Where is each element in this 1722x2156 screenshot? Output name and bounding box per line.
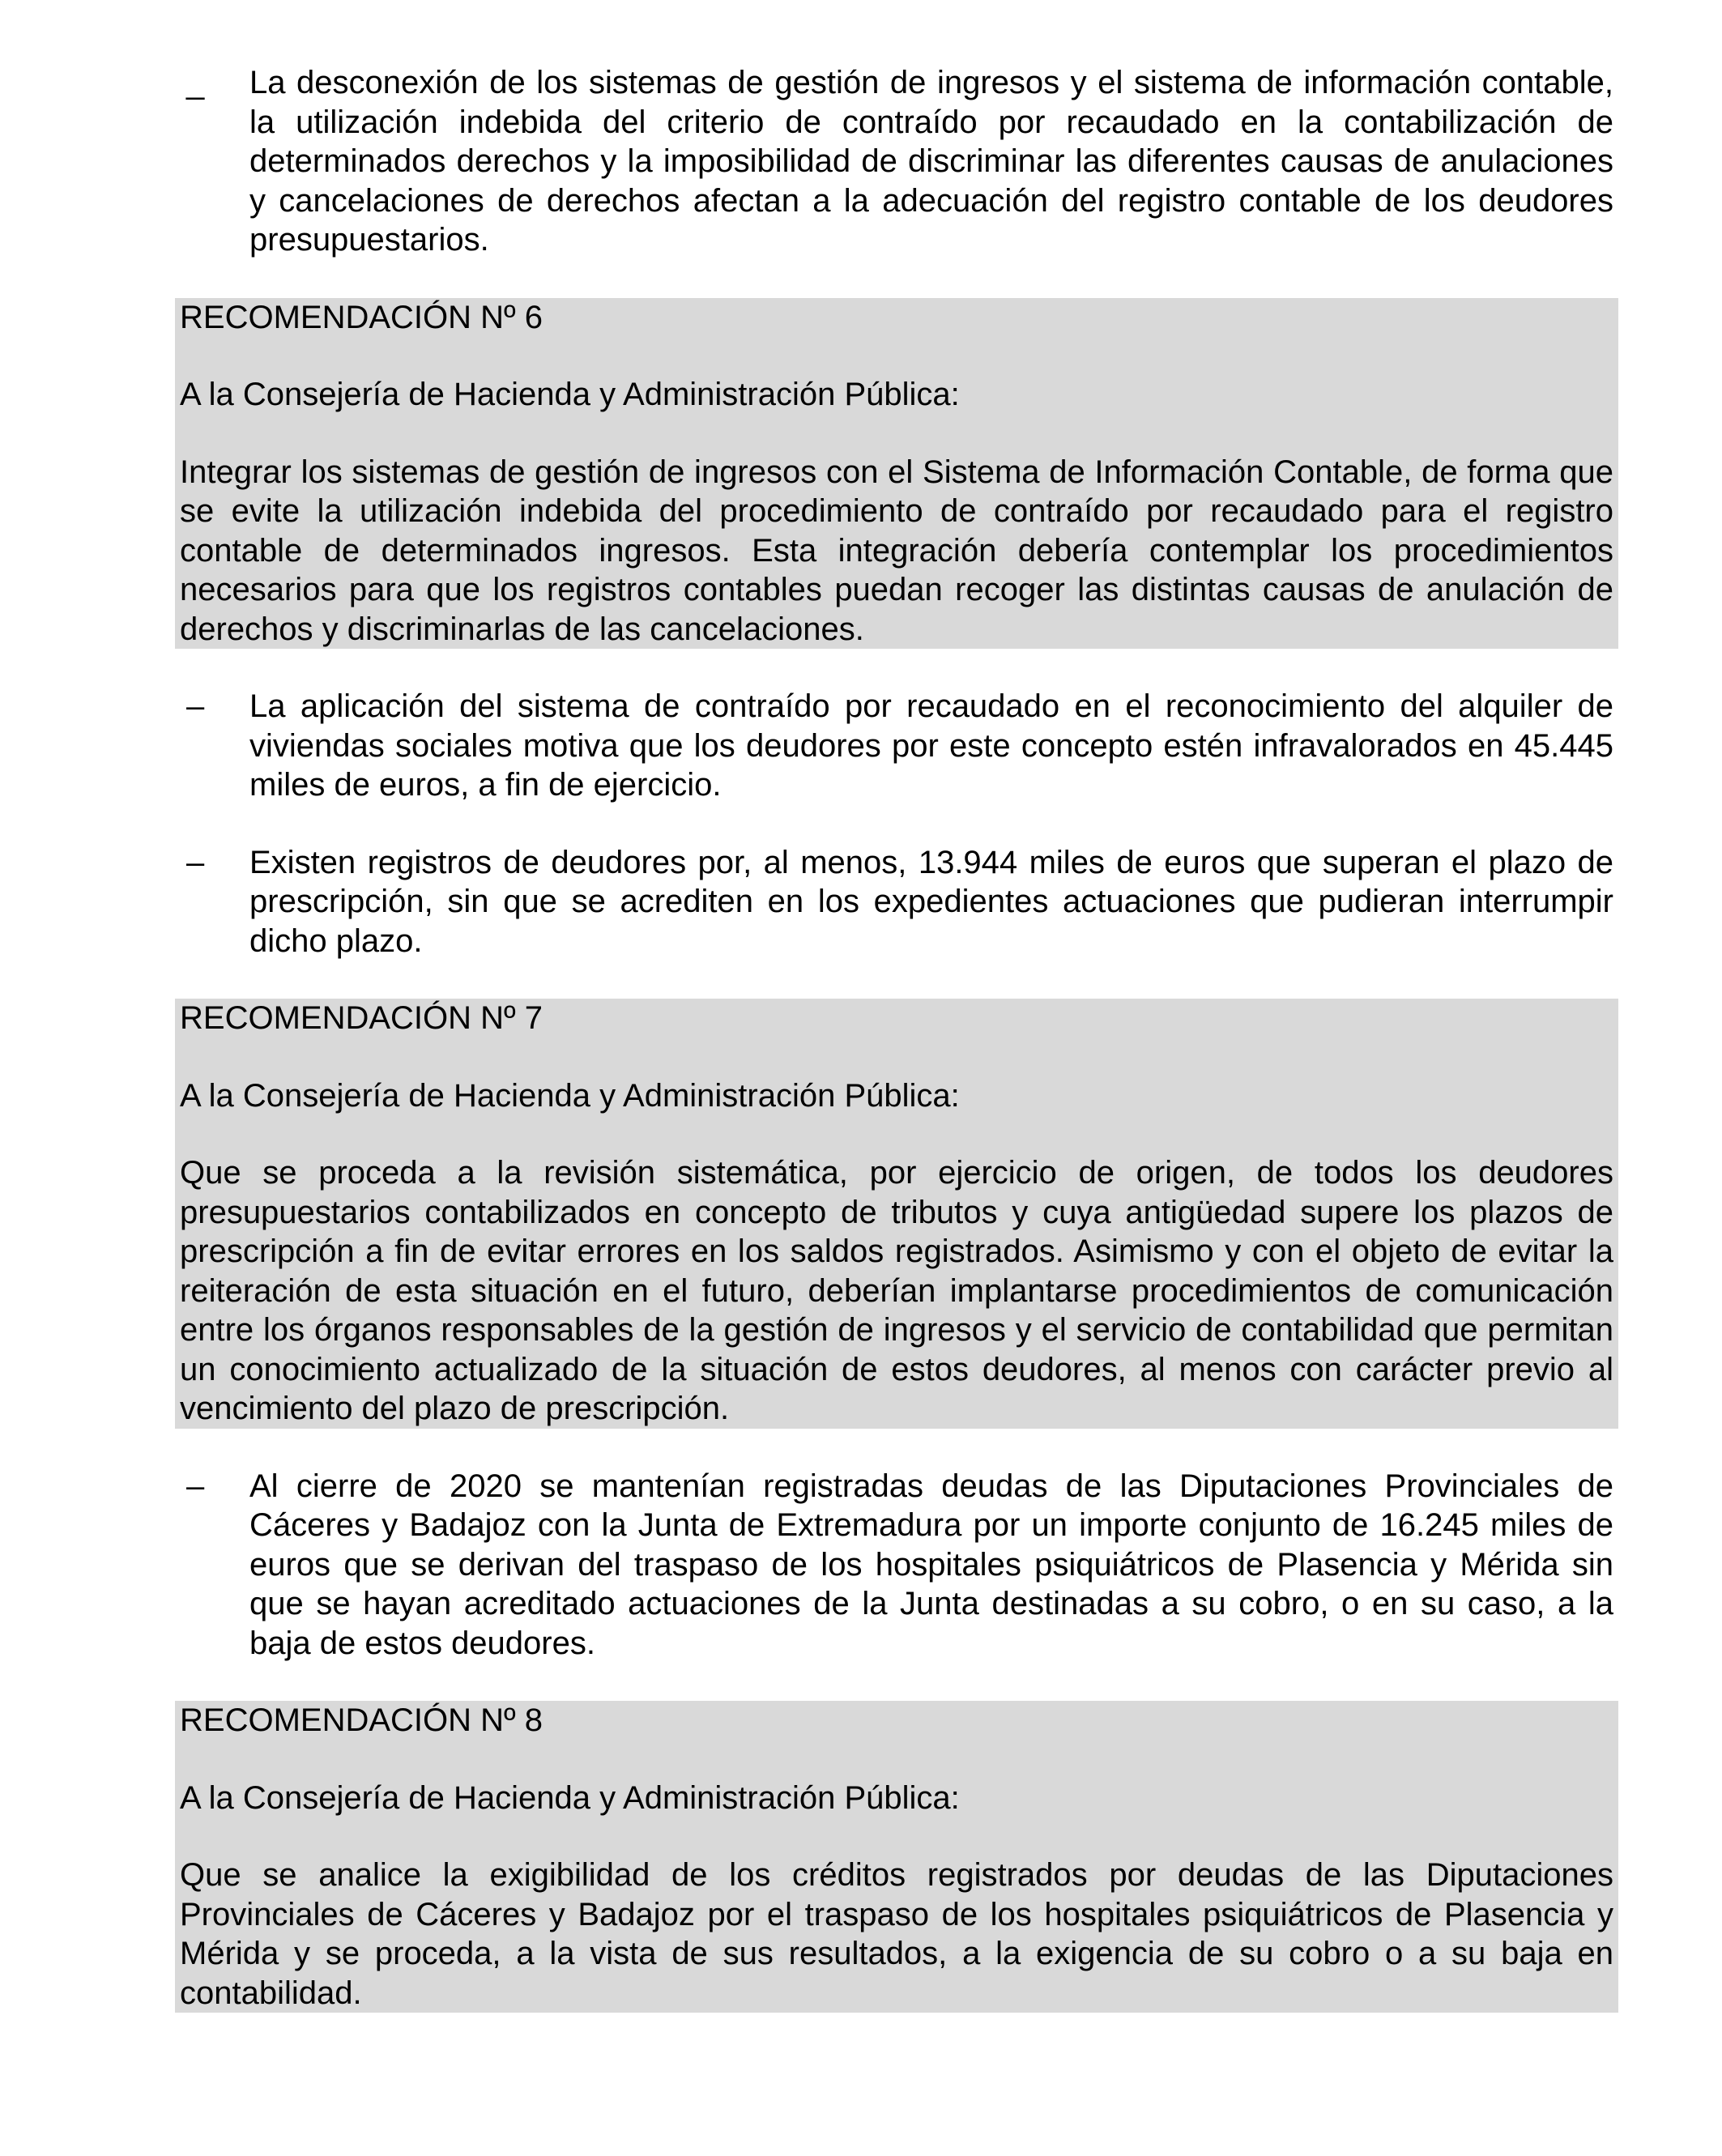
finding-bullet-2 [180,687,1613,805]
recommendation-box-7 [175,999,1618,1429]
recommendation-addressee: A la Consejería de Hacienda y Administración Pública: [180,1779,960,1816]
recommendation-title: RECOMENDACIÓN Nº 7 [180,1000,543,1036]
finding-bullet-3 [180,843,1613,961]
recommendation-title: RECOMENDACIÓN Nº 8 [180,1702,543,1738]
recommendation-box-8 [175,1701,1618,2013]
recommendation-text: Que se proceda a la revisión sistemática, por ejercicio de origen, de todos los deudores presupuestarios contabilizados en concepto de tributos y cuya antigüedad supere los plazos de prescripción a fin de evitar errores en los saldos registrados. Asimismo y con el objeto de evitar la reiteración de esta situación en el futuro, deberían implantarse procedimientos de comunicación entre los órganos responsables de la gestión de ingresos y el servicio de contabilidad que permitan un conocimiento actualizado de la situación de estos deudores, al menos con carácter previo al vencimiento del plazo de prescripción. [180,1155,1613,1426]
bullet-marker: – [186,688,205,724]
bullet-marker: _ [186,65,205,100]
recommendation-addressee: A la Consejería de Hacienda y Administración Pública: [180,1077,960,1114]
finding-bullet-4 [180,1467,1613,1664]
finding-text: Al cierre de 2020 se mantenían registradas deudas de las Diputaciones Provinciales de Cáceres y Badajoz con la Junta de Extremadura por un importe conjunto de 16.245 miles de euros que se derivan del traspaso de los hospitales psiquiátricos de Plasencia y Mérida sin que se hayan acreditado actuaciones de la Junta destinadas a su cobro, o en su caso, a la baja de estos deudores. [249,1468,1613,1661]
bullet-marker: – [186,844,205,880]
recommendation-box-6 [175,298,1618,650]
bullet-marker: – [186,1468,205,1504]
recommendation-addressee: A la Consejería de Hacienda y Administración Pública: [180,377,960,412]
recommendation-text: Que se analice la exigibilidad de los créditos registrados por deudas de las Diputaciones Provinciales de Cáceres y Badajoz por el traspaso de los hospitales psiquiátricos de Plasencia y Mérida y se proceda, a la vista de sus resultados, a la exigencia de su cobro o a su baja en contabilidad. [180,1857,1613,2011]
finding-text: La aplicación del sistema de contraído por recaudado en el reconocimiento del alquiler de viviendas sociales motiva que los deudores por este concepto estén infravalorados en 45.445 miles de euros, a fin de ejercicio. [249,688,1613,803]
document-page [180,63,1613,2013]
finding-text: La desconexión de los sistemas de gestión de ingresos y el sistema de información contable, la utilización indebida del criterio de contraído por recaudado en la contabilización de determinados derechos y la imposibilidad de discriminar las diferentes causas de anulaciones y cancelaciones de derechos afectan a la adecuación del registro contable de los deudores presupuestarios. [249,65,1613,258]
finding-bullet-1 [180,63,1613,260]
recommendation-text: Integrar los sistemas de gestión de ingresos con el Sistema de Información Contable, de forma que se evite la utilización indebida del procedimiento de contraído por recaudado para el registro contable de determinados ingresos. Esta integración debería contemplar los procedimientos necesarios para que los registros contables puedan recoger las distintas causas de anulación de derechos y discriminarlas de las cancelaciones. [180,454,1613,647]
recommendation-title: RECOMENDACIÓN Nº 6 [180,299,543,335]
finding-text: Existen registros de deudores por, al menos, 13.944 miles de euros que superan el plazo de prescripción, sin que se acrediten en los expedientes actuaciones que pudieran interrumpir dicho plazo. [249,844,1613,959]
